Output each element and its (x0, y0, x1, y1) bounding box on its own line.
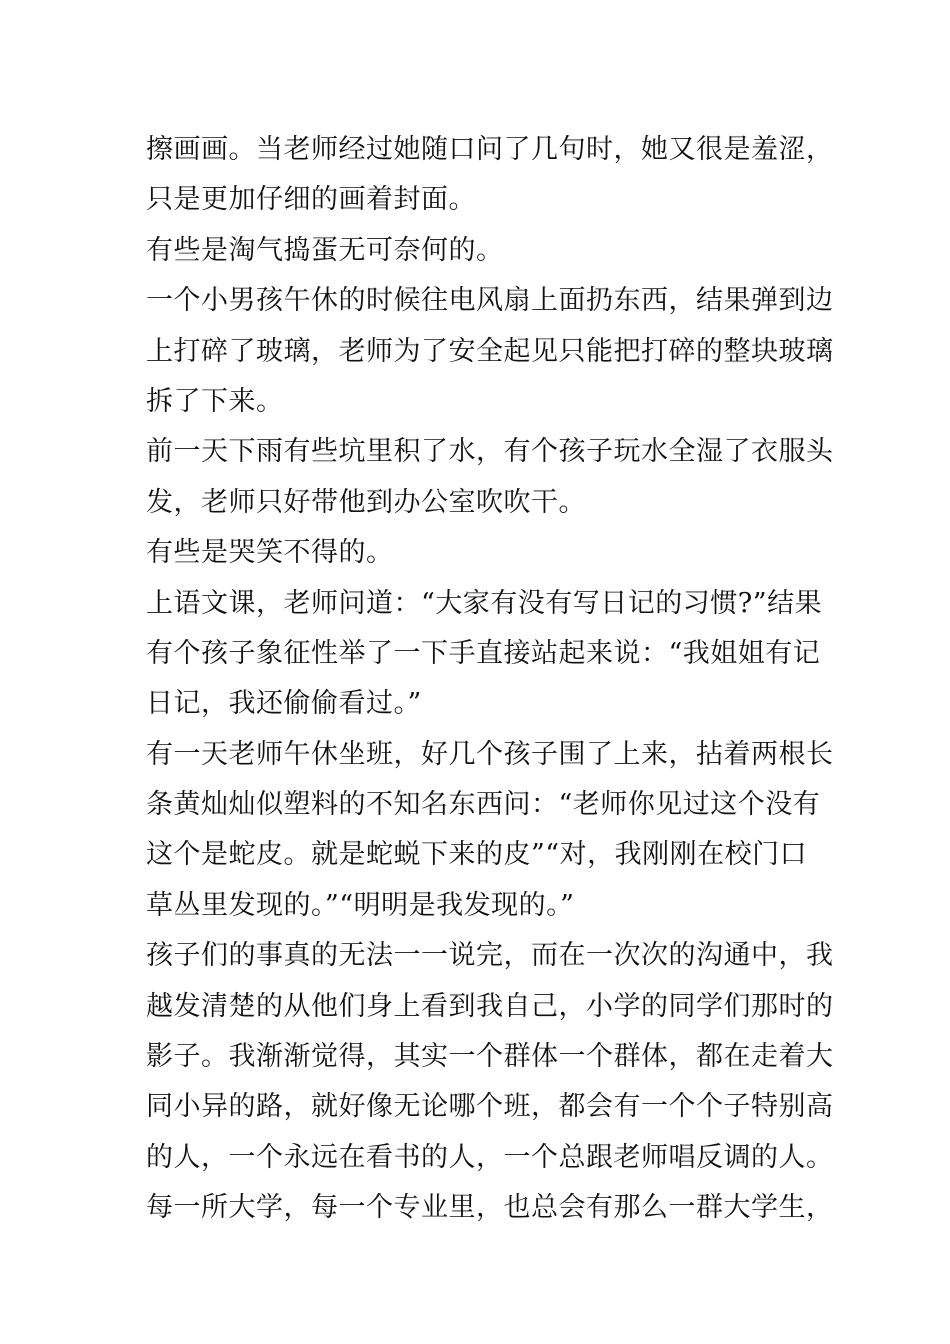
text-line: 有些是哭笑不得的。 (146, 537, 394, 569)
text-line: 只是更加仔细的画着封面。 (146, 184, 476, 216)
text-line: 上打碎了玻璃，老师为了安全起见只能把打碎的整块玻璃 (146, 335, 834, 367)
text-line: 擦画画。当老师经过她随口问了几句时，她又很是羞涩， (146, 134, 834, 165)
text-line: 上语文课，老师问道：“大家有没有写日记的习惯?”结果 (146, 587, 823, 619)
body-text (146, 125, 834, 1234)
text-line: 发，老师只好带他到办公室吹吹干。 (146, 486, 586, 518)
text-line: 孩子们的事真的无法一一说完，而在一次次的沟通中，我 (146, 940, 834, 972)
text-line: 影子。我渐渐觉得，其实一个群体一个群体，都在走着大 (146, 1041, 834, 1073)
text-line: 草丛里发现的。”“明明是我发现的。” (146, 889, 575, 921)
text-line: 一个小男孩午休的时候往电风扇上面扔东西，结果弹到边 (146, 285, 834, 317)
text-line: 的人，一个永远在看书的人，一个总跟老师唱反调的人。 (146, 1141, 834, 1173)
text-line: 前一天下雨有些坑里积了水，有个孩子玩水全湿了衣服头 (146, 436, 834, 468)
text-line: 每一所大学，每一个专业里，也总会有那么一群大学生， (146, 1192, 834, 1224)
text-line: 有个孩子象征性举了一下手直接站起来说：“我姐姐有记 (146, 637, 821, 669)
text-line: 有些是淘气捣蛋无可奈何的。 (146, 234, 504, 266)
text-line: 日记，我还偷偷看过。” (146, 688, 422, 720)
text-line: 这个是蛇皮。就是蛇蜕下来的皮”“对，我刚刚在校门口 (146, 839, 808, 871)
text-line: 越发清楚的从他们身上看到我自己，小学的同学们那时的 (146, 990, 834, 1022)
text-line: 同小异的路，就好像无论哪个班，都会有一个个子特别高 (146, 1091, 834, 1123)
text-line: 有一天老师午休坐班，好几个孩子围了上来，拈着两根长 (146, 738, 834, 770)
text-line: 条黄灿灿似塑料的不知名东西问：“老师你见过这个没有 (146, 789, 821, 821)
text-line: 拆了下来。 (146, 385, 284, 417)
